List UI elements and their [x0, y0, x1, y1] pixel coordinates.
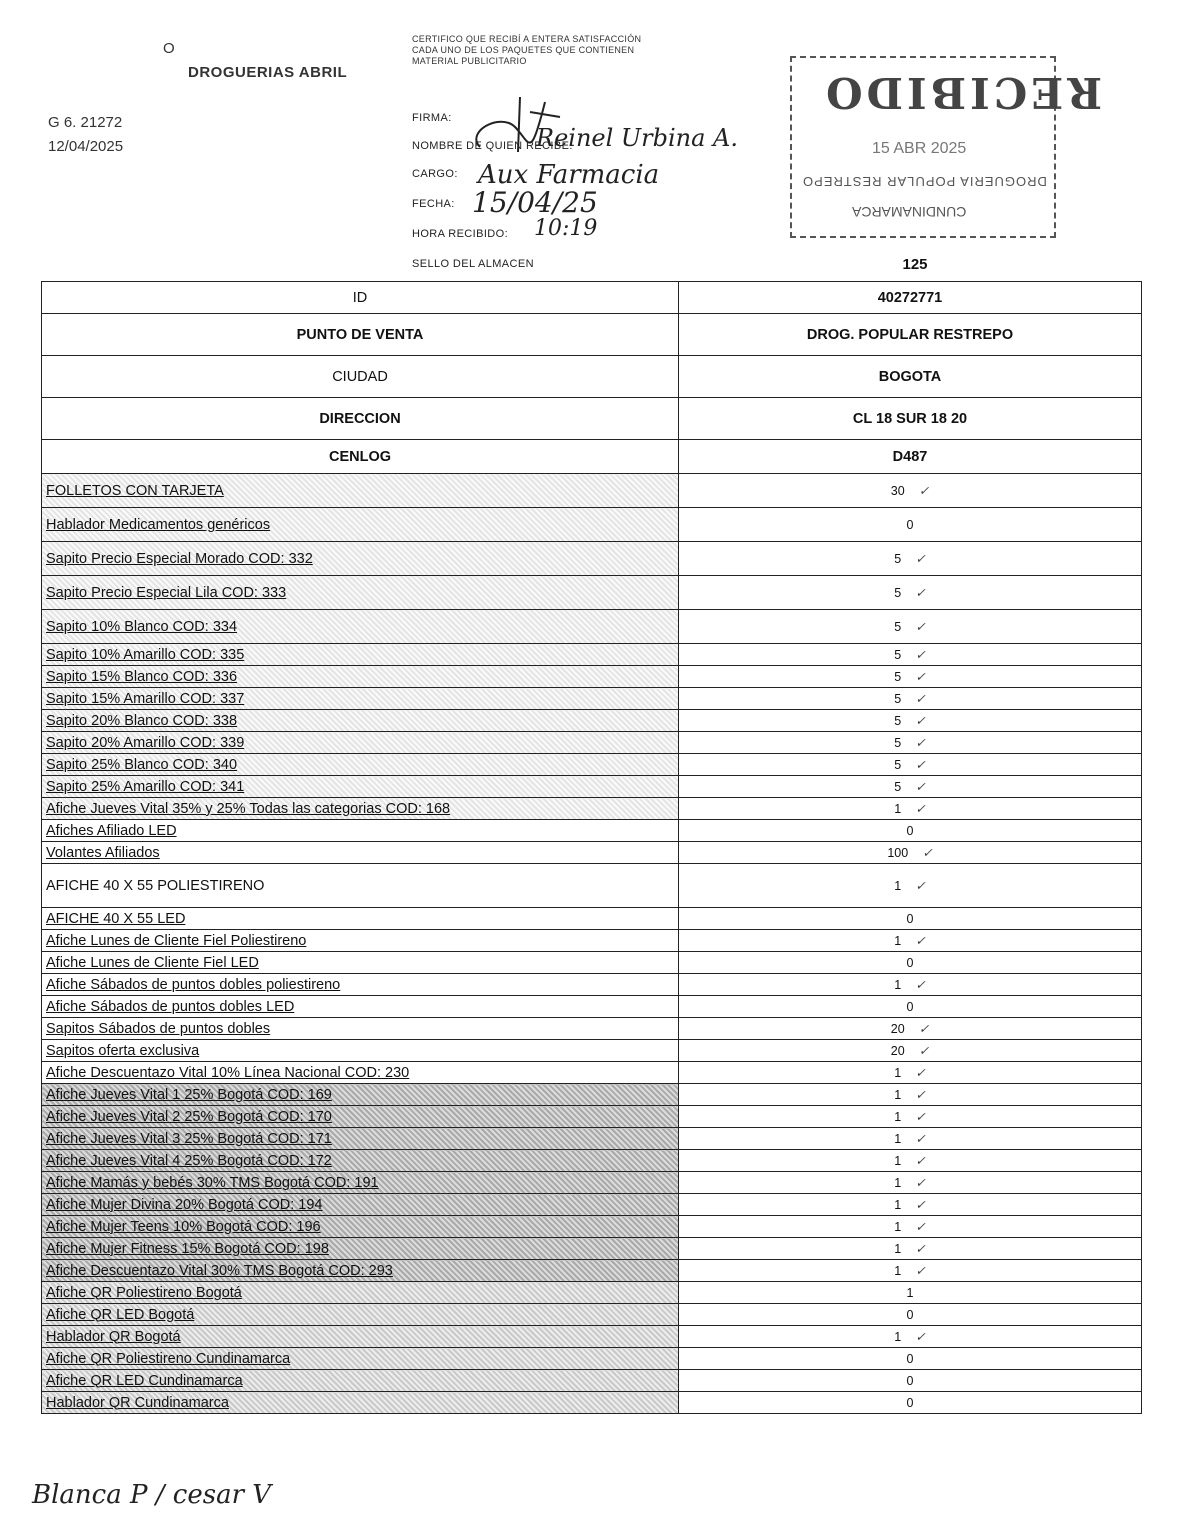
item-row	[42, 1106, 1142, 1128]
fecha-label: FECHA:	[412, 198, 455, 210]
item-quantity: 1	[906, 1285, 914, 1300]
item-row	[42, 1370, 1142, 1392]
info-row	[42, 282, 1142, 314]
header-code: G 6. 21272	[48, 114, 123, 131]
item-label: Afiche Jueves Vital 4 25% Bogotá COD: 172	[42, 1150, 679, 1172]
check-mark-icon: ✓	[915, 1065, 926, 1080]
item-quantity: 1	[894, 1198, 902, 1212]
check-mark-icon: ✓	[922, 845, 933, 860]
item-quantity: 1	[894, 1176, 902, 1190]
item-quantity: 0	[906, 1351, 914, 1366]
item-row	[42, 1238, 1142, 1260]
item-row	[42, 1150, 1142, 1172]
item-quantity-cell	[679, 576, 1142, 610]
item-quantity: 30	[890, 484, 905, 498]
check-mark-icon: ✓	[915, 1197, 926, 1212]
item-quantity: 1	[894, 1088, 902, 1102]
firma-label: FIRMA:	[412, 112, 452, 124]
stamp-date: 15 ABR 2025	[872, 140, 967, 157]
check-mark-icon: ✓	[915, 757, 926, 772]
item-label: Afiche Mujer Divina 20% Bogotá COD: 194	[42, 1194, 679, 1216]
item-quantity-cell	[679, 996, 1142, 1018]
item-quantity: 1	[894, 1110, 902, 1124]
item-quantity: 1	[894, 879, 902, 893]
item-quantity-cell	[679, 508, 1142, 542]
item-row	[42, 542, 1142, 576]
check-mark-icon: ✓	[915, 1153, 926, 1168]
item-quantity: 20	[890, 1022, 905, 1036]
item-quantity-cell	[679, 1172, 1142, 1194]
check-mark-icon: ✓	[915, 691, 926, 706]
info-value: CL 18 SUR 18 20	[679, 398, 1142, 440]
info-label: CENLOG	[42, 440, 679, 474]
company-name: DROGUERIAS ABRIL	[188, 64, 348, 81]
check-mark-icon: ✓	[915, 619, 926, 634]
item-label: AFICHE 40 X 55 LED	[42, 908, 679, 930]
info-row	[42, 356, 1142, 398]
item-quantity-cell	[679, 732, 1142, 754]
certification-text: CERTIFICO QUE RECIBÍ A ENTERA SATISFACCIÓN CADA UNO DE LOS PAQUETES QUE CONTIENEN MATERIAL PUBLICITARIO	[412, 34, 642, 66]
item-row	[42, 1194, 1142, 1216]
item-row	[42, 666, 1142, 688]
item-quantity: 5	[894, 552, 902, 566]
item-quantity: 0	[906, 823, 914, 838]
item-quantity-cell	[679, 610, 1142, 644]
item-row	[42, 842, 1142, 864]
item-quantity-cell	[679, 1260, 1142, 1282]
item-label: Afiche Mujer Fitness 15% Bogotá COD: 198	[42, 1238, 679, 1260]
check-mark-icon: ✓	[915, 1219, 926, 1234]
item-quantity-cell	[679, 1282, 1142, 1304]
item-row	[42, 1326, 1142, 1348]
item-quantity-cell	[679, 1326, 1142, 1348]
item-row	[42, 610, 1142, 644]
item-quantity-cell	[679, 864, 1142, 908]
check-mark-icon: ✓	[915, 878, 926, 893]
item-label: Sapito 20% Amarillo COD: 339	[42, 732, 679, 754]
item-quantity: 5	[894, 586, 902, 600]
item-label: Afiche QR LED Bogotá	[42, 1304, 679, 1326]
stamp-city: CUNDINAMARCA	[852, 204, 967, 220]
info-value: DROG. POPULAR RESTREPO	[679, 314, 1142, 356]
info-label: PUNTO DE VENTA	[42, 314, 679, 356]
item-quantity-cell	[679, 710, 1142, 732]
item-row	[42, 930, 1142, 952]
check-mark-icon: ✓	[915, 669, 926, 684]
page-number: 125	[902, 256, 928, 273]
item-quantity-cell	[679, 908, 1142, 930]
item-label: Afiche Mamás y bebés 30% TMS Bogotá COD: 191	[42, 1172, 679, 1194]
item-quantity: 0	[906, 517, 914, 532]
item-quantity-cell	[679, 688, 1142, 710]
item-label: Sapitos oferta exclusiva	[42, 1040, 679, 1062]
item-label: Sapito Precio Especial Morado COD: 332	[42, 542, 679, 576]
item-quantity-cell	[679, 1062, 1142, 1084]
item-quantity-cell	[679, 1370, 1142, 1392]
info-value: D487	[679, 440, 1142, 474]
check-mark-icon: ✓	[915, 1131, 926, 1146]
check-mark-icon: ✓	[918, 1021, 930, 1036]
info-value: 40272771	[679, 282, 1142, 314]
check-mark-icon: ✓	[915, 735, 926, 750]
item-quantity-cell	[679, 798, 1142, 820]
item-label: Afiche QR Poliestireno Cundinamarca	[42, 1348, 679, 1370]
item-quantity-cell	[679, 474, 1142, 508]
item-label: Sapito 15% Amarillo COD: 337	[42, 688, 679, 710]
received-stamp	[790, 56, 1103, 238]
item-row	[42, 1018, 1142, 1040]
item-row	[42, 732, 1142, 754]
item-quantity-cell	[679, 974, 1142, 996]
check-mark-icon: ✓	[915, 1241, 926, 1256]
item-label: Afiche Jueves Vital 2 25% Bogotá COD: 170	[42, 1106, 679, 1128]
nombre-value: Reinel Urbina A.	[536, 124, 739, 152]
item-row	[42, 1172, 1142, 1194]
item-quantity: 5	[894, 736, 902, 750]
item-quantity: 1	[894, 934, 902, 948]
item-quantity-cell	[679, 754, 1142, 776]
cargo-label: CARGO:	[412, 168, 458, 180]
item-quantity: 1	[894, 1264, 902, 1278]
check-mark-icon: ✓	[915, 779, 926, 794]
delivery-table	[41, 281, 1142, 1414]
item-quantity: 1	[894, 1066, 902, 1080]
info-label: DIRECCION	[42, 398, 679, 440]
item-label: Hablador QR Cundinamarca	[42, 1392, 679, 1414]
footer-note: Blanca P / cesar V	[32, 1480, 272, 1510]
check-mark-icon: ✓	[915, 713, 926, 728]
item-quantity-cell	[679, 666, 1142, 688]
info-row	[42, 314, 1142, 356]
header-date: 12/04/2025	[48, 138, 124, 155]
item-label: Afiche Sábados de puntos dobles LED	[42, 996, 679, 1018]
item-row	[42, 1040, 1142, 1062]
item-row	[42, 776, 1142, 798]
item-quantity: 0	[906, 955, 914, 970]
item-quantity-cell	[679, 1018, 1142, 1040]
item-quantity: 5	[894, 670, 902, 684]
item-quantity: 5	[894, 758, 902, 772]
item-label: Afiche QR Poliestireno Bogotá	[42, 1282, 679, 1304]
item-quantity: 1	[894, 1330, 902, 1344]
item-label: Afiche Jueves Vital 1 25% Bogotá COD: 169	[42, 1084, 679, 1106]
item-quantity-cell	[679, 1348, 1142, 1370]
item-row	[42, 974, 1142, 996]
item-row	[42, 1392, 1142, 1414]
item-quantity: 5	[894, 714, 902, 728]
item-quantity-cell	[679, 1128, 1142, 1150]
item-label: Afiche Mujer Teens 10% Bogotá COD: 196	[42, 1216, 679, 1238]
item-row	[42, 754, 1142, 776]
item-quantity-cell	[679, 930, 1142, 952]
item-quantity: 5	[894, 620, 902, 634]
item-label: Afiche Jueves Vital 3 25% Bogotá COD: 171	[42, 1128, 679, 1150]
fecha-value: 15/04/25	[472, 186, 598, 219]
item-label: Afiche QR LED Cundinamarca	[42, 1370, 679, 1392]
hora-label: HORA RECIBIDO:	[412, 228, 509, 240]
item-label: Afiches Afiliado LED	[42, 820, 679, 842]
item-quantity: 20	[890, 1044, 905, 1058]
check-mark-icon: ✓	[915, 647, 926, 662]
item-label: Sapito 25% Blanco COD: 340	[42, 754, 679, 776]
item-quantity-cell	[679, 1304, 1142, 1326]
item-quantity-cell	[679, 820, 1142, 842]
item-label: Hablador Medicamentos genéricos	[42, 508, 679, 542]
item-row	[42, 508, 1142, 542]
item-quantity-cell	[679, 1040, 1142, 1062]
item-label: Afiche Sábados de puntos dobles poliestireno	[42, 974, 679, 996]
item-row	[42, 644, 1142, 666]
item-quantity: 0	[906, 1395, 914, 1410]
item-quantity-cell	[679, 776, 1142, 798]
hora-value: 10:19	[534, 216, 598, 241]
item-label: Hablador QR Bogotá	[42, 1326, 679, 1348]
item-quantity-cell	[679, 1106, 1142, 1128]
item-label: AFICHE 40 X 55 POLIESTIRENO	[42, 864, 679, 908]
item-quantity-cell	[679, 1216, 1142, 1238]
item-quantity-cell	[679, 1392, 1142, 1414]
item-quantity-cell	[679, 952, 1142, 974]
item-label: Sapito 10% Blanco COD: 334	[42, 610, 679, 644]
item-row	[42, 908, 1142, 930]
cargo-value: Aux Farmacia	[478, 160, 660, 190]
item-quantity: 1	[894, 1132, 902, 1146]
item-label: FOLLETOS CON TARJETA	[42, 474, 679, 508]
check-mark-icon: ✓	[915, 585, 926, 600]
item-row	[42, 688, 1142, 710]
info-row	[42, 398, 1142, 440]
item-quantity: 5	[894, 692, 902, 706]
item-row	[42, 474, 1142, 508]
stamp-store: DROGUERIA POPULAR RESTREPO	[802, 174, 1047, 189]
check-mark-icon: ✓	[918, 483, 930, 498]
info-value: BOGOTA	[679, 356, 1142, 398]
item-label: Afiche Lunes de Cliente Fiel LED	[42, 952, 679, 974]
item-quantity-cell	[679, 842, 1142, 864]
item-row	[42, 1216, 1142, 1238]
item-label: Sapitos Sábados de puntos dobles	[42, 1018, 679, 1040]
info-row	[42, 440, 1142, 474]
item-row	[42, 1062, 1142, 1084]
item-row	[42, 952, 1142, 974]
item-row	[42, 1084, 1142, 1106]
item-label: Sapito Precio Especial Lila COD: 333	[42, 576, 679, 610]
item-row	[42, 1128, 1142, 1150]
item-quantity: 1	[894, 802, 902, 816]
item-quantity: 1	[894, 978, 902, 992]
item-quantity: 0	[906, 999, 914, 1014]
item-row	[42, 820, 1142, 842]
item-label: Afiche Jueves Vital 35% y 25% Todas las categorias COD: 168	[42, 798, 679, 820]
sello-label: SELLO DEL ALMACEN	[412, 258, 534, 270]
item-row	[42, 1348, 1142, 1370]
item-row	[42, 1260, 1142, 1282]
check-mark-icon: ✓	[915, 977, 926, 992]
item-row	[42, 798, 1142, 820]
item-quantity-cell	[679, 1150, 1142, 1172]
item-quantity: 1	[894, 1220, 902, 1234]
info-label: ID	[42, 282, 679, 314]
item-quantity: 1	[894, 1154, 902, 1168]
item-row	[42, 1282, 1142, 1304]
check-mark-icon: ✓	[915, 551, 926, 566]
header-line1: O	[163, 40, 175, 57]
item-row	[42, 996, 1142, 1018]
check-mark-icon: ✓	[915, 1087, 926, 1102]
item-quantity: 100	[887, 846, 909, 860]
check-mark-icon: ✓	[915, 933, 926, 948]
item-quantity: 0	[906, 1373, 914, 1388]
item-label: Volantes Afiliados	[42, 842, 679, 864]
item-quantity: 1	[894, 1242, 902, 1256]
check-mark-icon: ✓	[915, 801, 926, 816]
info-label: CIUDAD	[42, 356, 679, 398]
item-label: Afiche Descuentazo Vital 30% TMS Bogotá COD: 293	[42, 1260, 679, 1282]
item-quantity: 0	[906, 1307, 914, 1322]
nombre-label: NOMBRE DE QUIEN RECIBE:	[412, 140, 573, 152]
item-quantity-cell	[679, 1084, 1142, 1106]
item-label: Sapito 20% Blanco COD: 338	[42, 710, 679, 732]
check-mark-icon: ✓	[915, 1329, 926, 1344]
item-quantity: 5	[894, 780, 902, 794]
item-label: Afiche Lunes de Cliente Fiel Poliestireno	[42, 930, 679, 952]
check-mark-icon: ✓	[915, 1175, 926, 1190]
item-row	[42, 1304, 1142, 1326]
item-quantity-cell	[679, 644, 1142, 666]
item-label: Sapito 10% Amarillo COD: 335	[42, 644, 679, 666]
item-quantity-cell	[679, 1238, 1142, 1260]
item-label: Sapito 25% Amarillo COD: 341	[42, 776, 679, 798]
item-quantity-cell	[679, 542, 1142, 576]
check-mark-icon: ✓	[918, 1043, 930, 1058]
item-quantity: 0	[906, 911, 914, 926]
check-mark-icon: ✓	[915, 1109, 926, 1124]
item-quantity: 5	[894, 648, 902, 662]
item-row	[42, 864, 1142, 908]
item-row	[42, 710, 1142, 732]
item-label: Sapito 15% Blanco COD: 336	[42, 666, 679, 688]
item-quantity-cell	[679, 1194, 1142, 1216]
check-mark-icon: ✓	[915, 1263, 926, 1278]
item-label: Afiche Descuentazo Vital 10% Línea Nacional COD: 230	[42, 1062, 679, 1084]
stamp-title: RECIBIDO	[822, 68, 1103, 117]
item-row	[42, 576, 1142, 610]
